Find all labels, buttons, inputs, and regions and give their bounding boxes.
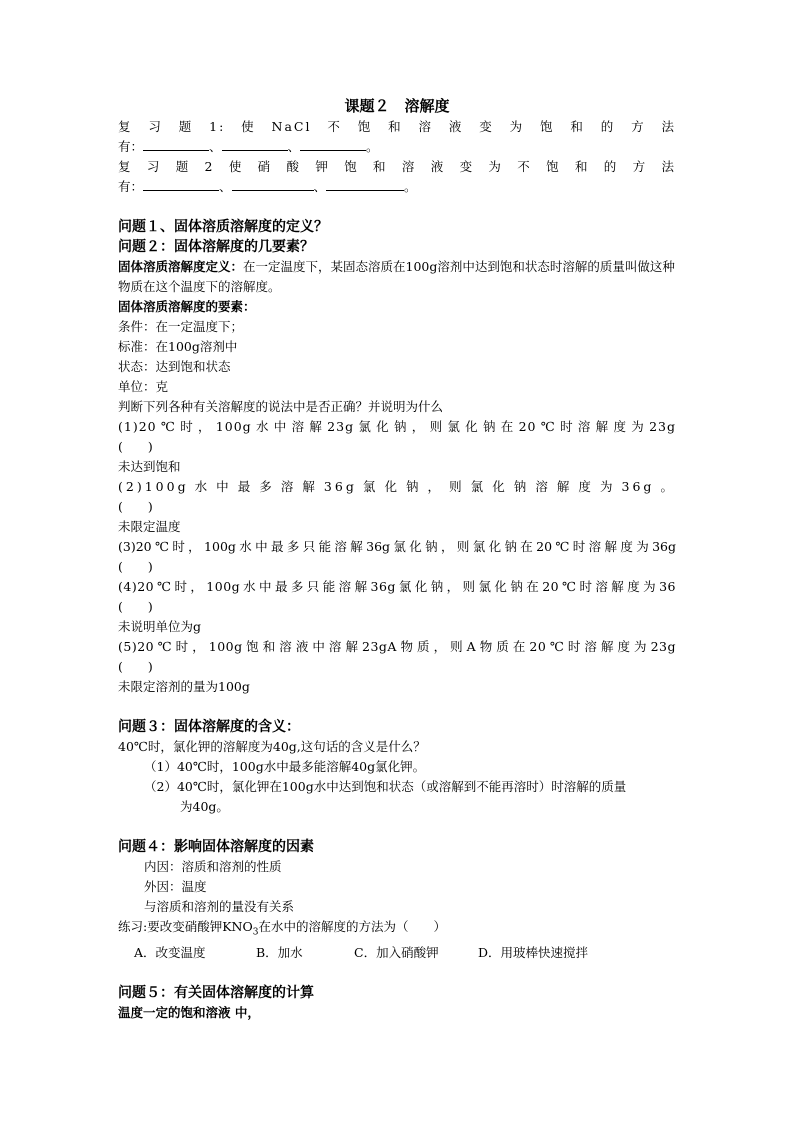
element-state: 状态：达到饱和状态 [118,359,231,374]
practice-options [118,943,676,963]
judge-item-1-paren[interactable]: ( ) [118,439,153,454]
judge-item-2-answer: 未限定温度 [118,519,181,534]
judge-item-2-paren[interactable]: ( ) [118,499,153,514]
question-5-heading: 问题５：有关固体溶解度的计算 [118,984,314,1001]
question-4-heading: 问题４：影响固体溶解度的因素 [118,839,314,855]
judge-item-1-answer: 未达到饱和 [118,459,181,474]
review-question-1-blanks: 有： 、 、 。 [118,139,379,154]
option-b[interactable]: B．加水 [256,944,303,960]
judge-item-4: (4)20℃时，100g水中最多只能溶解36g氯化钠，则氯化钠在20℃时溶解度为36 [118,579,676,594]
judge-item-4-paren[interactable]: ( ) [118,599,153,614]
factor-inner: 内因：溶质和溶剂的性质 [144,859,282,874]
answer-blank[interactable] [300,137,366,151]
option-d[interactable]: D．用玻棒快速搅拌 [478,944,589,960]
meaning-1: （1）40℃时，100g水中最多能溶解40g氯化钾。 [144,759,426,774]
option-a[interactable]: A．改变温度 [134,944,206,960]
judge-item-3: (3)20℃时，100g水中最多只能溶解36g氯化钠，则氯化钠在20℃时溶解度为36g [118,539,676,554]
page-title: 课题２ 溶解度 [344,97,450,115]
factor-none: 与溶质和溶剂的量没有关系 [144,899,295,914]
answer-blank[interactable] [143,137,209,151]
factor-outer: 外因：温度 [144,879,207,894]
meaning-2: （2）40℃时，氯化钾在100g水中达到饱和状态（或溶解到不能再溶时）时溶解的质量 [144,779,627,794]
judge-item-2: (2)100g水中最多溶解36g氯化钠，则氯化钠溶解度为36g。 [118,479,676,494]
judge-intro: 判断下列各种有关溶解度的说法中是否正确？并说明为什么 [118,399,444,414]
question-3-heading: 问题３：固体溶解度的含义： [118,719,300,735]
elements-label: 固体溶质溶解度的要素： [118,299,256,314]
judge-item-3-paren[interactable]: ( ) [118,559,153,574]
review-question-1: 复习题1:使NaCl不饱和溶液变为饱和的方法 [118,119,676,134]
question-3-intro: 40℃时，氯化钾的溶解度为40g,这句话的含义是什么？ [118,739,426,754]
answer-blank[interactable] [232,177,314,191]
answer-blank[interactable] [143,177,219,191]
element-standard: 标准：在100g溶剂中 [118,339,238,354]
element-unit: 单位：克 [118,379,169,394]
judge-item-5-paren[interactable]: ( ) [118,659,153,674]
option-c[interactable]: C．加入硝酸钾 [354,944,439,960]
review-question-2-blanks: 有： 、 、 。 [118,179,417,194]
judge-item-5: (5)20℃时，100g饱和溶液中溶解23gA物质，则A物质在20℃时溶解度为23g [118,639,676,654]
element-condition: 条件：在一定温度下； [118,319,244,334]
answer-blank[interactable] [326,177,404,191]
meaning-2-cont: 为40g。 [180,799,229,814]
practice-question: 练习:要改变硝酸钾$KNO_3$在水中的溶解度的方法为（ ） [118,919,446,938]
question-2-heading: 问题２：固体溶解度的几要素？ [118,239,314,255]
judge-item-1: (1)20℃时，100g水中溶解23g氯化钠，则氯化钠在20℃时溶解度为23g [118,419,676,434]
question-5-line: 温度一定的饱和溶液 中， [118,1004,260,1020]
review-question-2: 复习题2使硝酸钾饱和溶液变为不饱和的方法 [118,159,676,174]
answer-blank[interactable] [222,137,288,151]
document-page [118,96,676,1023]
judge-item-5-answer: 未限定溶剂的量为100g [118,679,250,694]
solubility-definition: 固体溶质溶解度定义：在一定温度下，某固态溶质在100g溶剂中达到饱和状态时溶解的质量叫做这种物质在这个温度下的溶解度。 [118,259,675,294]
question-1-heading: 问题１、固体溶质溶解度的定义？ [118,219,328,235]
judge-item-4-answer: 未说明单位为g [118,619,202,634]
